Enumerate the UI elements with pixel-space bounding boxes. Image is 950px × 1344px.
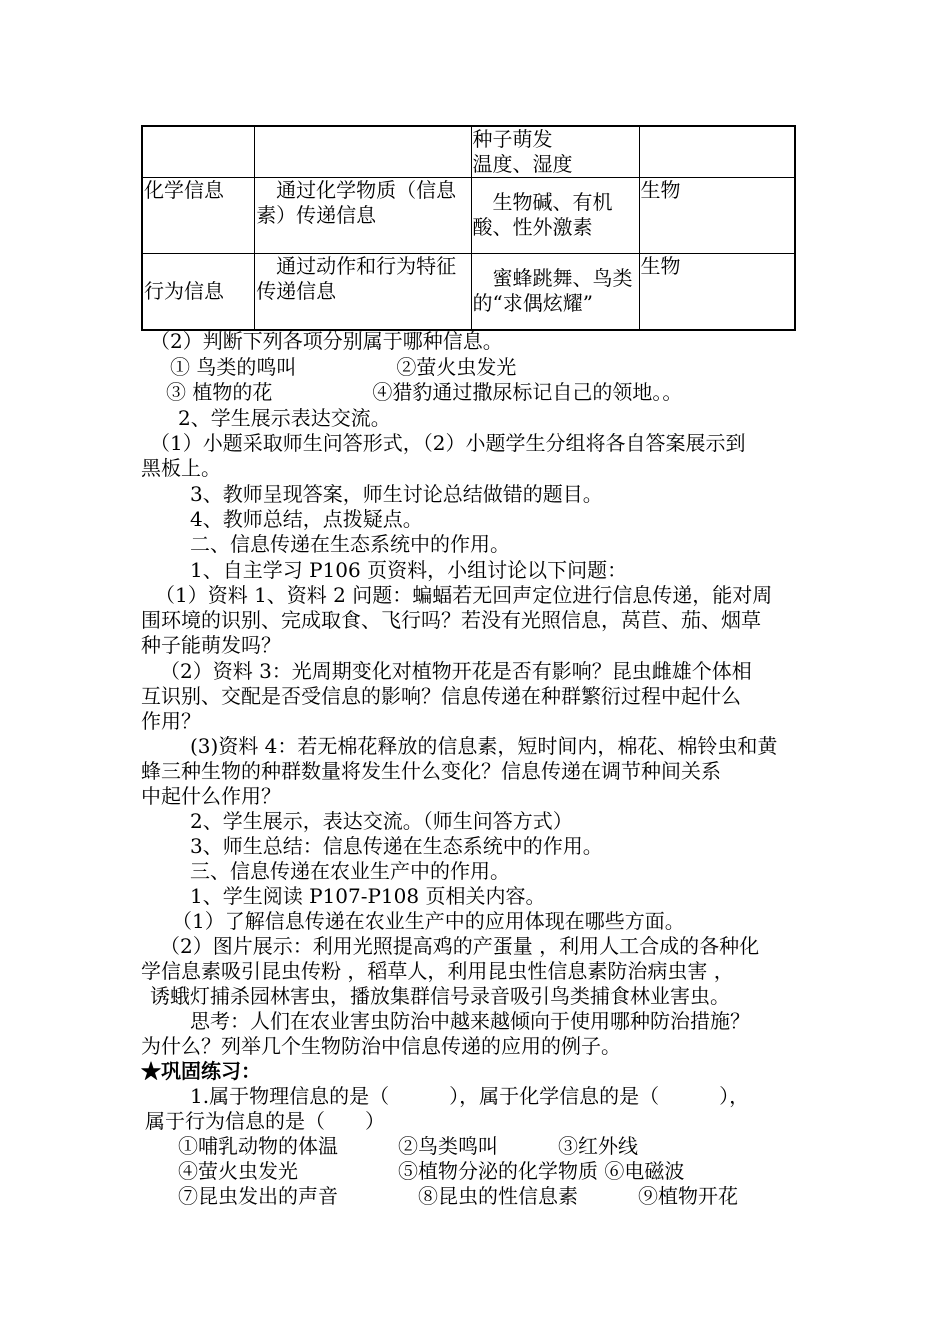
text-line: ① 鸟类的鸣叫 ②萤火虫发光: [170, 355, 517, 379]
text-line: 1.属于物理信息的是（ ），属于化学信息的是（ ），: [190, 1084, 750, 1108]
table-cell: [255, 126, 471, 178]
text-line: （2）资料 3：光周期变化对植物开花是否有影响？昆虫雌雄个体相: [160, 659, 752, 683]
exercise-heading: ★巩固练习：: [141, 1059, 261, 1083]
text-line: 1、学生阅读 P107-P108 页相关内容。: [190, 884, 546, 908]
text-line: 属于行为信息的是（ ）: [145, 1109, 385, 1133]
text-line: 2、学生展示表达交流。: [178, 406, 391, 430]
info-table: [141, 125, 796, 331]
table-cell: 行为信息: [142, 254, 255, 330]
table-cell: 生物: [639, 254, 795, 330]
text-line: (3)资料 4：若无棉花释放的信息素，短时间内，棉花、棉铃虫和黄: [190, 734, 778, 758]
table-cell: 通过动作和行为特征传递信息: [255, 254, 471, 330]
text-line: （1）资料 1、资料 2 问题：蝙蝠若无回声定位进行信息传递，能对周: [155, 583, 773, 607]
text-line: 3、教师呈现答案，师生讨论总结做错的题目。: [190, 482, 603, 506]
text-line: 为什么？列举几个生物防治中信息传递的应用的例子。: [141, 1034, 621, 1058]
text-line: 黑板上。: [141, 456, 221, 480]
table-cell: 通过化学物质（信息素）传递信息: [255, 178, 471, 254]
text-line: 互识别、交配是否受信息的影响？信息传递在种群繁衍过程中起什么: [141, 684, 741, 708]
section-heading: 二、信息传递在生态系统中的作用。: [190, 532, 510, 556]
table-row: [142, 126, 795, 178]
text-line: ⑦昆虫发出的声音 ⑧昆虫的性信息素 ⑨植物开花: [178, 1184, 738, 1208]
text-line: 蜂三种生物的种群数量将发生什么变化？信息传递在调节种间关系: [141, 759, 721, 783]
text-line: 4、教师总结，点拨疑点。: [190, 507, 423, 531]
text-line: （2）判断下列各项分别属于哪种信息。: [150, 329, 503, 353]
text-line: ①哺乳动物的体温 ②鸟类鸣叫 ③红外线: [178, 1134, 638, 1158]
table-row: [142, 254, 795, 330]
table-cell: 蜜蜂跳舞、鸟类的“求偶炫耀”: [471, 254, 639, 330]
text-line: 1、自主学习 P106 页资料，小组讨论以下问题：: [190, 558, 628, 582]
cell-text: 温度、湿度: [472, 152, 573, 176]
text-line: （1）了解信息传递在农业生产中的应用体现在哪些方面。: [172, 909, 685, 933]
text-line: ④萤火虫发光 ⑤植物分泌的化学物质 ⑥电磁波: [178, 1159, 685, 1183]
table-row: [142, 178, 795, 254]
text-line: ③ 植物的花 ④猎豹通过撒尿标记自己的领地。。: [166, 380, 683, 404]
text-line: 诱蛾灯捕杀园林害虫，播放集群信号录音吸引鸟类捕食林业害虫。: [150, 984, 730, 1008]
text-line: 围环境的识别、完成取食、飞行吗？若没有光照信息，莴苣、茄、烟草: [141, 608, 761, 632]
text-line: 思考：人们在农业害虫防治中越来越倾向于使用哪种防治措施？: [190, 1009, 750, 1033]
table-cell: [471, 126, 639, 178]
text-line: （2）图片展示：利用光照提高鸡的产蛋量 ，利用人工合成的各种化: [160, 934, 760, 958]
table-cell: [142, 126, 255, 178]
text-line: 种子能萌发吗？: [141, 633, 281, 657]
table-cell: 生物: [639, 178, 795, 254]
table-cell: [639, 126, 795, 178]
section-heading: 三、信息传递在农业生产中的作用。: [190, 859, 510, 883]
text-line: （1）小题采取师生问答形式，（2）小题学生分组将各自答案展示到: [150, 431, 746, 455]
text-line: 3、师生总结：信息传递在生态系统中的作用。: [190, 834, 603, 858]
text-line: 学信息素吸引昆虫传粉 ，稻草人，利用昆虫性信息素防治病虫害 ，: [141, 959, 734, 983]
table-cell: 化学信息: [142, 178, 255, 254]
text-line: 作用？: [141, 709, 201, 733]
cell-text: 种子萌发: [472, 127, 553, 151]
table-cell: 生物碱、有机酸、性外激素: [471, 178, 639, 254]
text-line: 2、学生展示，表达交流。（师生问答方式）: [190, 809, 573, 833]
text-line: 中起什么作用？: [141, 784, 281, 808]
